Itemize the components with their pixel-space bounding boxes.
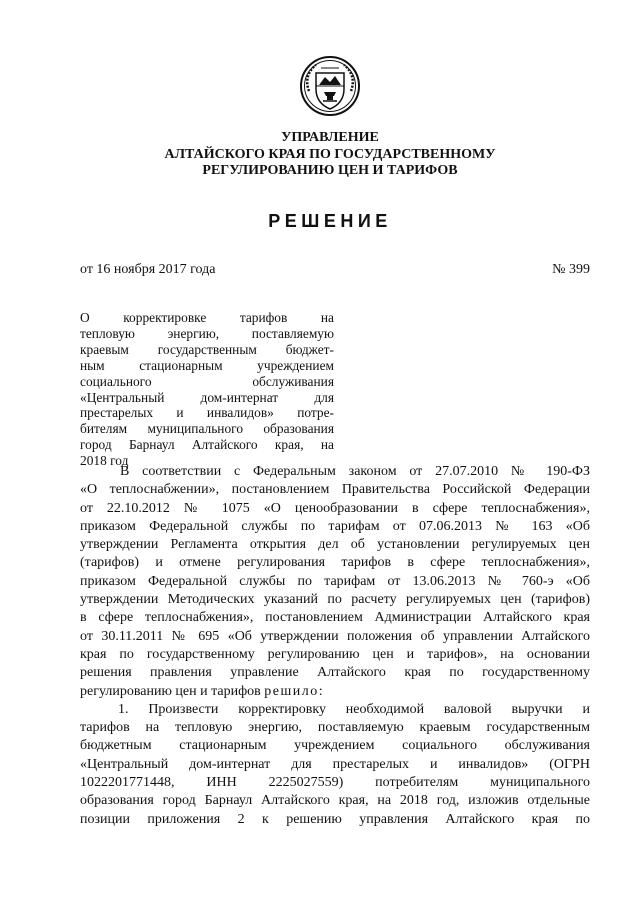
body-line: позиции приложения 2 к решению управления Алтайского края по xyxy=(80,811,590,827)
body-line: В соответствии с Федеральным законом от 27.07.2010 № 190-ФЗ xyxy=(120,464,590,479)
body-line-text: регулированию цен и тарифов xyxy=(80,683,261,699)
subject-line: 2018 год xyxy=(80,453,129,469)
body-line: приказом Федеральной службы по тарифам от 07.06.2013 № 163 «Об xyxy=(80,518,590,534)
decided-word: решило: xyxy=(264,683,325,699)
body-line: края по государственному регулированию цен и тарифов», на основании xyxy=(80,646,590,662)
body-line: в сфере теплоснабжения», постановлением Администрации Алтайского края xyxy=(80,610,590,626)
subject-line: «Центральный дом-интернат для xyxy=(80,389,334,405)
subject-line: тепловую энергию, поставляемую xyxy=(80,325,334,341)
subject-line: город Барнаул Алтайского края, на xyxy=(80,437,334,453)
agency-line: АЛТАЙСКОГО КРАЯ ПО ГОСУДАРСТВЕННОМУ xyxy=(164,146,496,162)
subject-line: социального обслуживания xyxy=(80,373,334,389)
body-line: от 30.11.2011 № 695 «Об утверждении положения об управлении Алтайского xyxy=(80,628,590,644)
body-line-decided xyxy=(80,683,590,701)
document-subject xyxy=(80,310,334,469)
body-line: тарифов на тепловую энергию, поставляемую краевым государственным xyxy=(80,720,590,736)
document-type-heading: РЕШЕНИЕ xyxy=(268,211,392,231)
document-body xyxy=(80,463,590,829)
body-line: утверждении Регламента открытия дел об установлении регулируемых цен xyxy=(80,537,590,553)
body-line: образования город Барнаул Алтайского края, на 2018 год, изложив отдельные xyxy=(80,793,590,809)
body-line: (тарифов) и отмене регулирования тарифов в сфере теплоснабжения», xyxy=(80,555,590,571)
subject-line: краевым государственным бюджет- xyxy=(80,341,334,357)
subject-line: ным стационарным учреждением xyxy=(80,357,334,373)
body-line: бюджетным стационарным учреждением социального обслуживания xyxy=(80,738,590,754)
body-line: «Центральный дом-интернат для престарелых и инвалидов» (ОГРН xyxy=(80,756,590,772)
subject-line: престарелых и инвалидов» потре- xyxy=(80,405,334,421)
subject-line: О корректировке тарифов на xyxy=(80,310,334,325)
body-line: «О теплоснабжении», постановлением Правительства Российской Федерации xyxy=(80,482,590,498)
body-line: приказом Федеральной службы по тарифам от 13.06.2013 № 760-э «Об xyxy=(80,573,590,589)
coat-of-arms-emblem xyxy=(299,55,361,117)
body-line: от 22.10.2012 № 1075 «О ценообразовании в сфере теплоснабжения», xyxy=(80,500,590,516)
agency-line: УПРАВЛЕНИЕ xyxy=(281,130,379,145)
subject-line: бителям муниципального образования xyxy=(80,421,334,437)
body-line: утверждении Методических указаний по расчету регулируемых цен (тарифов) xyxy=(80,592,590,608)
body-line: 1022201771448, ИНН 2225027559) потребителям муниципального xyxy=(80,775,590,791)
body-line: 1. Произвести корректировку необходимой валовой выручки и xyxy=(118,701,590,717)
agency-name xyxy=(60,130,600,180)
agency-line: РЕГУЛИРОВАНИЮ ЦЕН И ТАРИФОВ xyxy=(202,163,458,178)
body-line: решения правления управление Алтайского края по государственному xyxy=(80,665,590,681)
document-date: от 16 ноября 2017 года xyxy=(80,262,216,277)
document-number: № 399 xyxy=(552,262,590,277)
